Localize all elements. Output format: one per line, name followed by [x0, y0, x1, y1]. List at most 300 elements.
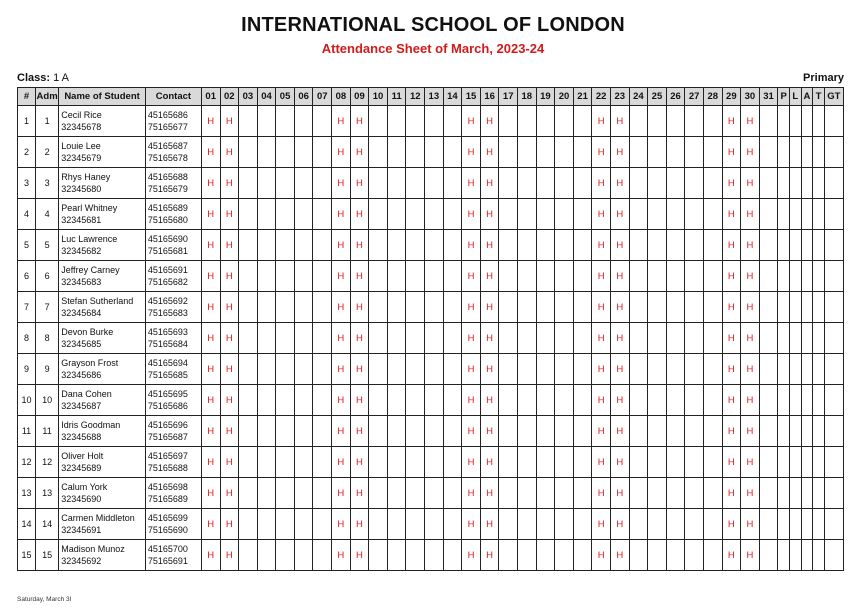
school-level: Primary: [803, 72, 844, 84]
student-id: 32345686: [61, 370, 102, 380]
day-cell: [443, 292, 462, 323]
day-cell: [666, 385, 685, 416]
day-cell: [703, 106, 722, 137]
day-cell: [518, 385, 537, 416]
day-cell: [629, 199, 648, 230]
day-cell: [685, 478, 704, 509]
absent-total: [801, 354, 813, 385]
day-cell: [629, 292, 648, 323]
day-cell: [313, 509, 332, 540]
day-cell: [629, 323, 648, 354]
day-cell: [425, 292, 444, 323]
holiday-cell: H: [592, 478, 611, 509]
day-cell: [257, 230, 276, 261]
column-header: 23: [610, 88, 629, 106]
day-cell: [294, 323, 313, 354]
holiday-cell: H: [610, 137, 629, 168]
day-cell: [573, 509, 592, 540]
day-cell: [425, 323, 444, 354]
contact-cell: [145, 354, 201, 385]
holiday-cell: H: [201, 509, 220, 540]
leave-total: [789, 292, 801, 323]
student-id: 32345685: [61, 339, 102, 349]
student-name: Oliver Holt: [61, 451, 104, 461]
holiday-cell: H: [201, 478, 220, 509]
day-cell: [499, 447, 518, 478]
column-header: 03: [239, 88, 258, 106]
day-cell: [536, 137, 555, 168]
present-total: [778, 137, 790, 168]
holiday-cell: H: [462, 540, 481, 571]
day-cell: [425, 416, 444, 447]
holiday-cell: H: [741, 137, 760, 168]
day-cell: [406, 354, 425, 385]
day-cell: [313, 540, 332, 571]
contact-secondary: 75165683: [147, 308, 188, 318]
day-cell: [759, 292, 778, 323]
class-info: [17, 72, 69, 84]
day-cell: [685, 137, 704, 168]
day-cell: [294, 509, 313, 540]
day-cell: [406, 106, 425, 137]
day-cell: [387, 230, 406, 261]
grand-total: [824, 385, 843, 416]
day-cell: [703, 261, 722, 292]
day-cell: [499, 385, 518, 416]
contact-secondary: 75165687: [147, 432, 188, 442]
day-cell: [239, 137, 258, 168]
day-cell: [369, 354, 388, 385]
school-title: INTERNATIONAL SCHOOL OF LONDON: [241, 14, 625, 36]
contact-secondary: 75165686: [147, 401, 188, 411]
contact-secondary: 75165689: [147, 494, 188, 504]
contact-cell: [145, 540, 201, 571]
day-cell: [443, 261, 462, 292]
tardy-total: [813, 354, 825, 385]
day-cell: [406, 509, 425, 540]
day-cell: [276, 416, 295, 447]
holiday-cell: H: [332, 354, 351, 385]
day-cell: [425, 106, 444, 137]
day-cell: [257, 292, 276, 323]
student-cell: [59, 385, 146, 416]
absent-total: [801, 230, 813, 261]
column-header: A: [801, 88, 813, 106]
student-id: 32345679: [61, 153, 102, 163]
holiday-cell: H: [201, 137, 220, 168]
day-cell: [629, 137, 648, 168]
tardy-total: [813, 478, 825, 509]
holiday-cell: H: [722, 478, 741, 509]
holiday-cell: H: [350, 292, 369, 323]
tardy-total: [813, 540, 825, 571]
day-cell: [629, 230, 648, 261]
grand-total: [824, 106, 843, 137]
holiday-cell: H: [480, 509, 499, 540]
day-cell: [573, 261, 592, 292]
holiday-cell: H: [220, 509, 239, 540]
student-name: Stefan Sutherland: [61, 296, 134, 306]
day-cell: [387, 261, 406, 292]
day-cell: [666, 478, 685, 509]
day-cell: [406, 168, 425, 199]
day-cell: [313, 199, 332, 230]
day-cell: [685, 292, 704, 323]
day-cell: [276, 385, 295, 416]
day-cell: [573, 416, 592, 447]
grand-total: [824, 416, 843, 447]
day-cell: [276, 168, 295, 199]
present-total: [778, 354, 790, 385]
day-cell: [387, 540, 406, 571]
student-row: [18, 106, 844, 137]
grand-total: [824, 447, 843, 478]
holiday-cell: H: [332, 292, 351, 323]
day-cell: [648, 168, 667, 199]
student-cell: [59, 261, 146, 292]
contact-cell: [145, 478, 201, 509]
holiday-cell: H: [201, 447, 220, 478]
day-cell: [406, 323, 425, 354]
day-cell: [425, 137, 444, 168]
day-cell: [239, 323, 258, 354]
admission-number: 4: [35, 199, 58, 230]
holiday-cell: H: [741, 385, 760, 416]
day-cell: [499, 540, 518, 571]
contact-secondary: 75165684: [147, 339, 188, 349]
holiday-cell: H: [462, 106, 481, 137]
day-cell: [239, 509, 258, 540]
day-cell: [443, 106, 462, 137]
day-cell: [257, 261, 276, 292]
row-number: 8: [18, 323, 36, 354]
day-cell: [425, 354, 444, 385]
absent-total: [801, 168, 813, 199]
day-cell: [313, 292, 332, 323]
contact-secondary: 75165678: [147, 153, 188, 163]
day-cell: [573, 478, 592, 509]
column-header: 28: [703, 88, 722, 106]
student-id: 32345682: [61, 246, 102, 256]
day-cell: [369, 261, 388, 292]
row-number: 14: [18, 509, 36, 540]
holiday-cell: H: [741, 354, 760, 385]
day-cell: [369, 385, 388, 416]
contact-primary: 45165690: [147, 234, 188, 244]
student-id: 32345692: [61, 556, 102, 566]
holiday-cell: H: [592, 385, 611, 416]
holiday-cell: H: [722, 168, 741, 199]
contact-secondary: 75165690: [147, 525, 188, 535]
holiday-cell: H: [610, 323, 629, 354]
day-cell: [536, 540, 555, 571]
header-row: [18, 88, 844, 106]
holiday-cell: H: [480, 478, 499, 509]
present-total: [778, 261, 790, 292]
day-cell: [425, 478, 444, 509]
day-cell: [555, 478, 574, 509]
day-cell: [276, 478, 295, 509]
column-header: 11: [387, 88, 406, 106]
column-header: 24: [629, 88, 648, 106]
row-number: 9: [18, 354, 36, 385]
column-header: P: [778, 88, 790, 106]
day-cell: [294, 540, 313, 571]
student-row: [18, 292, 844, 323]
day-cell: [369, 509, 388, 540]
admission-number: 12: [35, 447, 58, 478]
holiday-cell: H: [350, 168, 369, 199]
day-cell: [629, 354, 648, 385]
day-cell: [294, 354, 313, 385]
day-cell: [518, 416, 537, 447]
grand-total: [824, 168, 843, 199]
day-cell: [759, 478, 778, 509]
holiday-cell: H: [350, 354, 369, 385]
day-cell: [685, 261, 704, 292]
holiday-cell: H: [350, 447, 369, 478]
day-cell: [257, 540, 276, 571]
day-cell: [759, 354, 778, 385]
day-cell: [294, 137, 313, 168]
holiday-cell: H: [220, 261, 239, 292]
student-row: [18, 447, 844, 478]
day-cell: [313, 416, 332, 447]
student-row: [18, 137, 844, 168]
day-cell: [666, 261, 685, 292]
day-cell: [443, 478, 462, 509]
student-cell: [59, 199, 146, 230]
day-cell: [294, 230, 313, 261]
day-cell: [573, 447, 592, 478]
student-row: [18, 540, 844, 571]
day-cell: [276, 540, 295, 571]
student-cell: [59, 354, 146, 385]
day-cell: [257, 478, 276, 509]
tardy-total: [813, 416, 825, 447]
holiday-cell: H: [722, 509, 741, 540]
day-cell: [666, 168, 685, 199]
holiday-cell: H: [462, 416, 481, 447]
student-row: [18, 478, 844, 509]
holiday-cell: H: [220, 199, 239, 230]
day-cell: [759, 106, 778, 137]
day-cell: [239, 292, 258, 323]
holiday-cell: H: [201, 168, 220, 199]
attendance-table: [17, 87, 844, 571]
column-header: 09: [350, 88, 369, 106]
holiday-cell: H: [350, 230, 369, 261]
day-cell: [648, 261, 667, 292]
day-cell: [555, 137, 574, 168]
holiday-cell: H: [592, 447, 611, 478]
holiday-cell: H: [722, 540, 741, 571]
day-cell: [666, 509, 685, 540]
contact-primary: 45165693: [147, 327, 188, 337]
day-cell: [499, 292, 518, 323]
contact-secondary: 75165677: [147, 122, 188, 132]
column-header: 06: [294, 88, 313, 106]
day-cell: [536, 261, 555, 292]
day-cell: [573, 168, 592, 199]
holiday-cell: H: [332, 106, 351, 137]
admission-number: 15: [35, 540, 58, 571]
column-header: 10: [369, 88, 388, 106]
contact-cell: [145, 261, 201, 292]
holiday-cell: H: [462, 323, 481, 354]
day-cell: [703, 168, 722, 199]
holiday-cell: H: [350, 137, 369, 168]
contact-primary: 45165687: [147, 141, 188, 151]
day-cell: [536, 354, 555, 385]
student-row: [18, 199, 844, 230]
day-cell: [703, 447, 722, 478]
day-cell: [276, 230, 295, 261]
day-cell: [759, 261, 778, 292]
day-cell: [648, 540, 667, 571]
admission-number: 1: [35, 106, 58, 137]
column-header: Adm: [35, 88, 58, 106]
holiday-cell: H: [610, 292, 629, 323]
column-header: 05: [276, 88, 295, 106]
admission-number: 8: [35, 323, 58, 354]
holiday-cell: H: [220, 447, 239, 478]
day-cell: [387, 509, 406, 540]
leave-total: [789, 168, 801, 199]
row-number: 11: [18, 416, 36, 447]
tardy-total: [813, 509, 825, 540]
holiday-cell: H: [350, 478, 369, 509]
day-cell: [703, 478, 722, 509]
day-cell: [257, 509, 276, 540]
holiday-cell: H: [220, 230, 239, 261]
day-cell: [257, 323, 276, 354]
holiday-cell: H: [220, 106, 239, 137]
day-cell: [406, 230, 425, 261]
day-cell: [573, 385, 592, 416]
day-cell: [518, 509, 537, 540]
column-header: 16: [480, 88, 499, 106]
day-cell: [648, 199, 667, 230]
column-header: 15: [462, 88, 481, 106]
holiday-cell: H: [462, 137, 481, 168]
leave-total: [789, 447, 801, 478]
student-name: Carmen Middleton: [61, 513, 135, 523]
absent-total: [801, 261, 813, 292]
holiday-cell: H: [332, 168, 351, 199]
admission-number: 5: [35, 230, 58, 261]
day-cell: [276, 137, 295, 168]
column-header: 26: [666, 88, 685, 106]
present-total: [778, 106, 790, 137]
column-header: 25: [648, 88, 667, 106]
contact-secondary: 75165691: [147, 556, 188, 566]
contact-cell: [145, 168, 201, 199]
absent-total: [801, 478, 813, 509]
day-cell: [518, 261, 537, 292]
day-cell: [257, 106, 276, 137]
day-cell: [573, 137, 592, 168]
holiday-cell: H: [332, 540, 351, 571]
grand-total: [824, 478, 843, 509]
day-cell: [536, 509, 555, 540]
column-header: 04: [257, 88, 276, 106]
tardy-total: [813, 137, 825, 168]
day-cell: [648, 292, 667, 323]
holiday-cell: H: [332, 323, 351, 354]
contact-cell: [145, 509, 201, 540]
student-name: Dana Cohen: [61, 389, 112, 399]
holiday-cell: H: [741, 323, 760, 354]
student-id: 32345683: [61, 277, 102, 287]
holiday-cell: H: [201, 199, 220, 230]
holiday-cell: H: [350, 385, 369, 416]
column-header: 27: [685, 88, 704, 106]
absent-total: [801, 137, 813, 168]
holiday-cell: H: [332, 199, 351, 230]
student-cell: [59, 106, 146, 137]
day-cell: [443, 230, 462, 261]
day-cell: [518, 447, 537, 478]
student-id: 32345691: [61, 525, 102, 535]
day-cell: [425, 385, 444, 416]
admission-number: 14: [35, 509, 58, 540]
admission-number: 3: [35, 168, 58, 199]
holiday-cell: H: [592, 168, 611, 199]
day-cell: [239, 261, 258, 292]
day-cell: [703, 416, 722, 447]
row-number: 1: [18, 106, 36, 137]
leave-total: [789, 416, 801, 447]
student-id: 32345680: [61, 184, 102, 194]
holiday-cell: H: [592, 137, 611, 168]
day-cell: [369, 478, 388, 509]
day-cell: [443, 509, 462, 540]
contact-cell: [145, 447, 201, 478]
column-header: L: [789, 88, 801, 106]
day-cell: [294, 447, 313, 478]
day-cell: [406, 137, 425, 168]
day-cell: [276, 261, 295, 292]
day-cell: [499, 478, 518, 509]
day-cell: [499, 323, 518, 354]
row-number: 3: [18, 168, 36, 199]
day-cell: [536, 385, 555, 416]
day-cell: [499, 509, 518, 540]
student-cell: [59, 292, 146, 323]
contact-secondary: 75165682: [147, 277, 188, 287]
holiday-cell: H: [480, 416, 499, 447]
holiday-cell: H: [610, 509, 629, 540]
day-cell: [369, 323, 388, 354]
tardy-total: [813, 385, 825, 416]
admission-number: 9: [35, 354, 58, 385]
day-cell: [387, 137, 406, 168]
leave-total: [789, 478, 801, 509]
day-cell: [313, 137, 332, 168]
grand-total: [824, 354, 843, 385]
column-header: 29: [722, 88, 741, 106]
holiday-cell: H: [480, 261, 499, 292]
holiday-cell: H: [201, 416, 220, 447]
day-cell: [499, 416, 518, 447]
day-cell: [685, 447, 704, 478]
holiday-cell: H: [592, 540, 611, 571]
holiday-cell: H: [201, 292, 220, 323]
admission-number: 11: [35, 416, 58, 447]
holiday-cell: H: [480, 385, 499, 416]
day-cell: [555, 354, 574, 385]
